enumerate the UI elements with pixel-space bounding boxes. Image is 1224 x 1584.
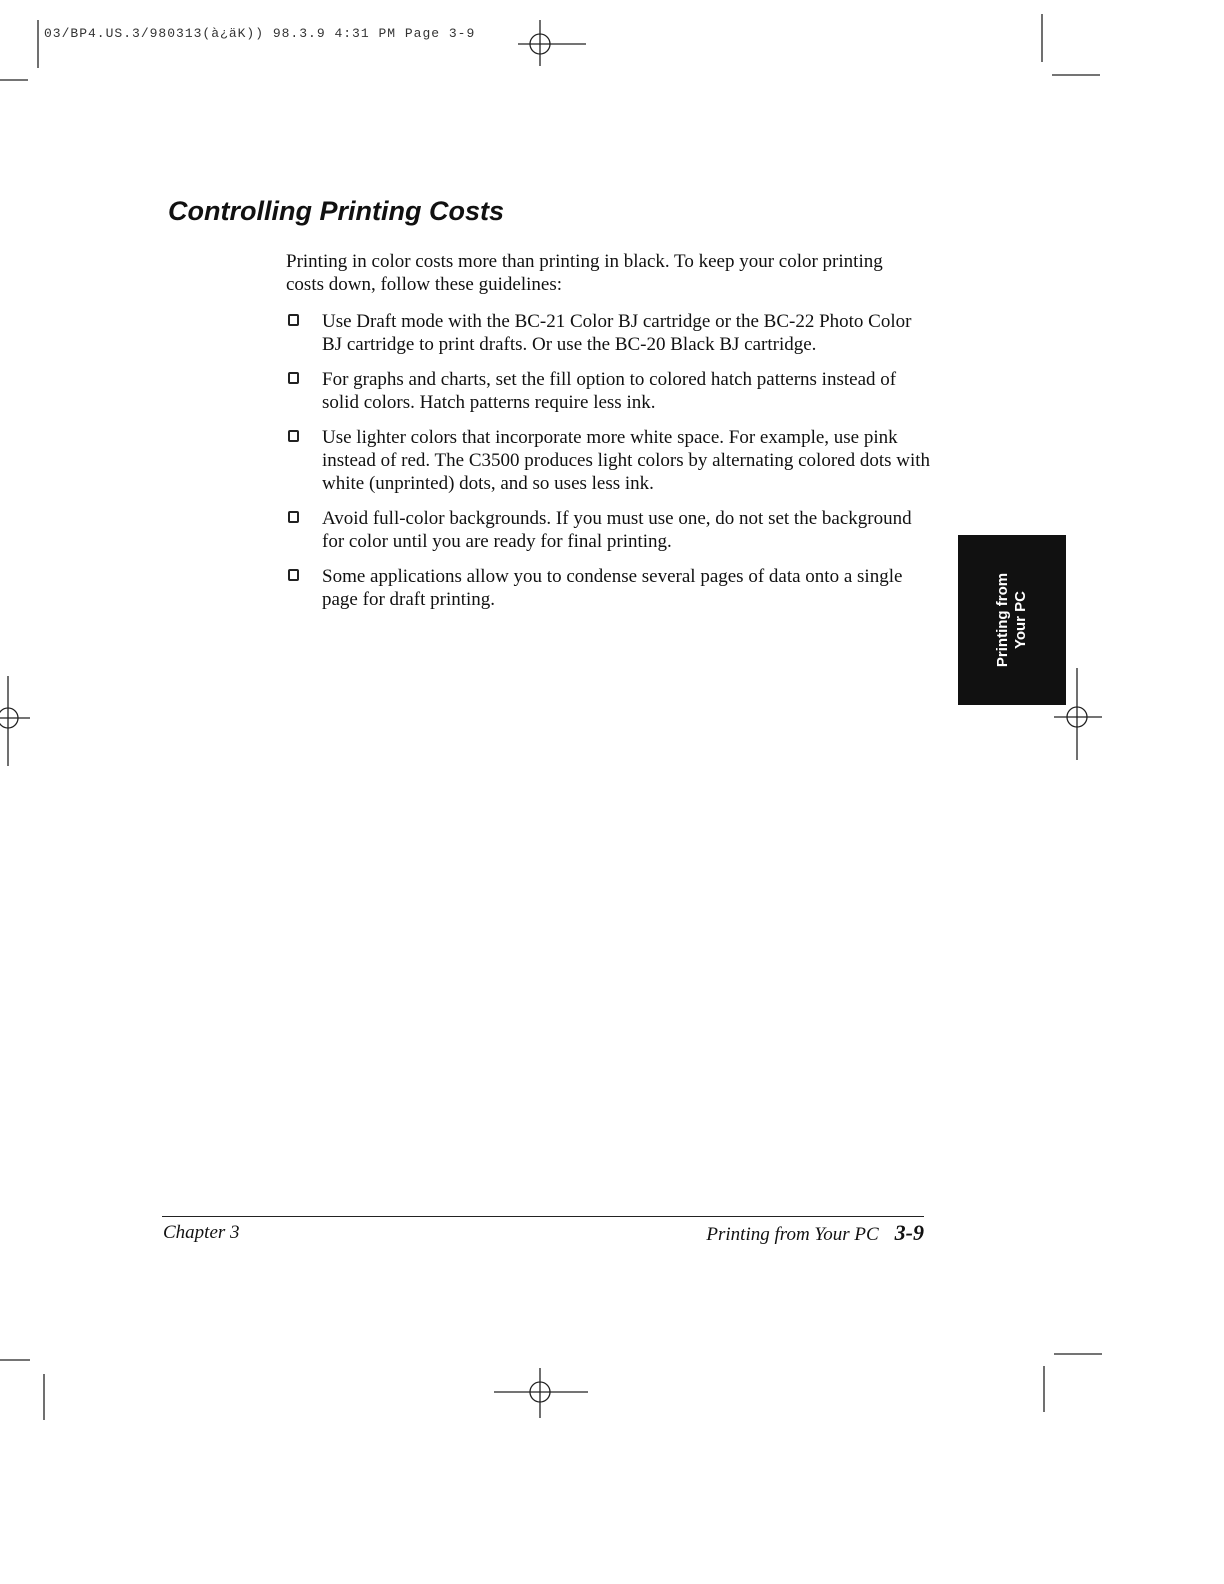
checkbox-bullet-icon	[288, 314, 299, 326]
checkbox-bullet-icon	[288, 569, 299, 581]
checkbox-bullet-icon	[288, 430, 299, 442]
chapter-side-tab	[958, 535, 1066, 705]
list-item	[286, 507, 936, 553]
intro-paragraph: Printing in color costs more than printing in black. To keep your color printing costs down, follow these guidelines:	[286, 251, 883, 295]
checkbox-bullet-icon	[288, 372, 299, 384]
side-tab-line-2: Your PC	[1012, 590, 1029, 650]
list-item-text: For graphs and charts, set the fill option to colored hatch patterns instead of solid colors. Hatch patterns require less ink.	[322, 369, 897, 413]
list-item	[286, 426, 936, 495]
list-item	[286, 565, 936, 611]
footer-rule	[162, 1216, 924, 1217]
list-item-text: Use lighter colors that incorporate more white space. For example, use pink instead of red. The C3500 produces light colors by alternating colored dots with white (unprinted) dots, and so uses less ink.	[322, 427, 931, 494]
list-item	[286, 310, 936, 356]
list-item-text: Use Draft mode with the BC-21 Color BJ cartridge or the BC-22 Photo Color BJ cartridge to print drafts. Or use the BC-20 Black BJ cartridge.	[322, 311, 912, 355]
footer-chapter: Chapter 3	[163, 1222, 240, 1243]
list-item-text: Some applications allow you to condense several pages of data onto a single page for draft printing.	[322, 566, 903, 610]
print-slug: 03/BP4.US.3/980313(à¿äK)) 98.3.9 4:31 PM Page 3-9	[44, 26, 476, 41]
guidelines-list	[286, 310, 936, 623]
list-item	[286, 368, 936, 414]
page-title: Controlling Printing Costs	[168, 196, 504, 226]
checkbox-bullet-icon	[288, 511, 299, 523]
side-tab-line-1: Printing from	[994, 572, 1011, 668]
footer-section-title: Printing from Your PC	[706, 1224, 879, 1245]
side-tab-label	[994, 573, 1030, 667]
footer-section	[706, 1220, 924, 1246]
list-item-text: Avoid full-color backgrounds. If you must use one, do not set the background for color until you are ready for final printing.	[322, 508, 912, 552]
page-number: 3-9	[894, 1220, 924, 1245]
